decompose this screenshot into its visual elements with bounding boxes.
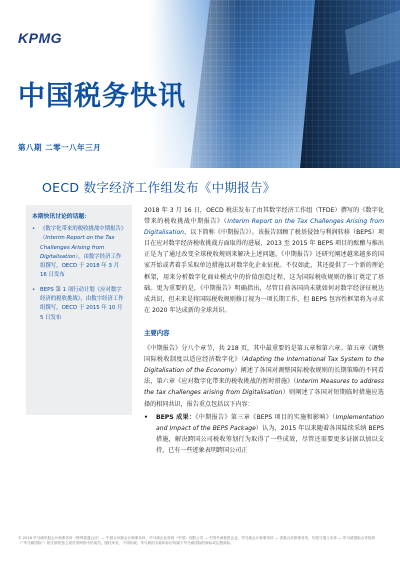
topics-sidebar [26,205,132,415]
english-title: Adapting the International Tax System to the Digitalisation of the Economy [144,356,384,375]
english-title: Interim Measures to address the tax challenges arising from Digitalisation [144,378,384,397]
bullet-icon: • [32,286,36,293]
building-image [150,0,400,168]
copyright-footer: © 2018 毕马威华振会计师事务所（特殊普通合伙）— 中国合伙制会计师事务所，毕马威企业咨询（中国）有限公司 — 中国外商独资企业，毕马威会计师事务所 — 香港合伙制事务所，均是与瑞士实体 — 毕马威国际合作组织（“毕马威国际”）相关联的独立成员所网络中的成员。版权所有，不得转载。毕马威的名称和标识均属于毕马威国际的商标或注册商标。 [18,536,376,546]
sidebar-title: 本期快讯讨论的话题： [32,214,90,220]
article-body [144,205,384,456]
text-span: ）认为，2015 年以来随着各国陆续采纳 BEPS 措施，解决跨国公司税收筹划行为取得了一些成效，尽管还需要更多证据以加以支持，已有一些迹象表明跨国公司正 [156,424,384,454]
text-span: ）阐述了各国对调整国际税收规则的长期策略的不同看法，第六章《应对数字化带来的税收挑战的暂时措施》（ [144,367,384,386]
sidebar-item [32,286,126,323]
content-paragraph [144,343,384,410]
sidebar-item-text: ），由数字经济工作组撰写，OECD 于 2018 年 3 月 16 日发布 [40,253,122,279]
text-span: 2018 年 3 月 16 日，OECD 税法发布了由其数字经济工作组（TFDE）撰写的《数字化带来的税收挑战中期报告》（ [144,207,384,226]
text-span: 《中期报告》第三章《BEPS 项目的实施和影响》（ [195,413,336,421]
bullet-point [144,412,384,456]
text-span: ，以下简称《中期报告》）。该报告回顾了税基侵蚀与利润转移（BEPS）项目在应对数字经济税收挑战方面取得的进展，2013 至 2015 年 BEPS 项目的酝酿与推出正是为了通过改变全球税收规则来解决上述问题。《中期报告》还研究阐述越来越多的国家开始或者着手采取单边措施以对数字化企业征税。不仅如此，其还提供了一个新的理论框架，用来分析数字化商业模式中的价值创造过程，这为国际税收规则的修订奠定了基础。更为重要的是，《中期报告》明确指出，尽管目前各国尚未就如何对数字经济征税达成共识，但未来是将国际税收规则修订视为一项长期工作，但 BEPS 包容性框架将为寻求在 2020 年达成新的全球共识。 [144,229,384,314]
sidebar-item-text: 《数字化带来的税收挑战中期报告》（ [40,226,124,242]
header-banner [0,0,400,168]
bullet-icon: • [144,413,148,421]
sidebar-item-text: BEPS 第 1 项行动计划《应对数字经济的税收挑战》，由数字经济工作组撰写，OECD 于 2015 年 10 月 5 日发布 [40,286,124,321]
intro-paragraph [144,205,384,316]
section-title: 主要内容 [144,328,170,337]
newsletter-title: 中国税务快讯 [18,81,186,112]
bullet-icon: • [32,226,36,232]
english-title: Implementation and Impact of the BEPS Package [156,413,384,432]
issue-number: 第八期 二零一八年三月 [18,143,102,152]
article-headline: OECD 数字经济工作组发布《中期报告》 [42,180,276,195]
sidebar-item-english: Interim Report on the Tax Challenges Arising from Digitalisation [40,235,115,260]
sidebar-item [32,225,126,281]
report-link[interactable]: Interim Report on the Tax Challenges Arising from Digitalisation [144,218,385,237]
kpmg-logo: KPMG [18,30,62,46]
text-span: 《中期报告》分八个章节，共 218 页，其中最重要的是第五章和第六章。第五章《调整国际税收制度以适应经济数字化》（ [144,345,384,364]
text-span: ）则阐述了各国对短期临时措施应选择的相同共识，报告重点包括以下内容： [144,389,384,408]
bullet-label: BEPS 成果： [156,413,196,421]
